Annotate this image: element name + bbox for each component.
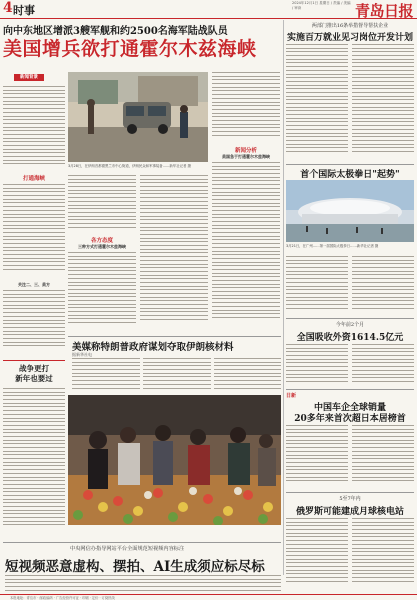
section-name: 时事 bbox=[13, 4, 35, 17]
trade-kicker: 今年前2个月 bbox=[335, 322, 365, 328]
right-kicker: 新闻分析 bbox=[234, 148, 257, 154]
exhibit-headline: 首个国际太极拳日"起势" bbox=[300, 170, 400, 180]
lead-text-col1b bbox=[3, 184, 65, 280]
issue-date: 2024年12月1日 星期日 / 责编 / 美编 / 审读 bbox=[292, 1, 351, 10]
lead-text-col4 bbox=[212, 72, 280, 144]
war-title-line1: 战争更打 bbox=[19, 364, 49, 373]
right-top-text2 bbox=[352, 44, 414, 162]
mid-article-text2 bbox=[143, 358, 211, 392]
war-title bbox=[3, 364, 65, 384]
column-divider bbox=[283, 20, 284, 575]
mid-article-byline: 据新华社电 bbox=[72, 352, 92, 357]
war-rule bbox=[3, 360, 65, 361]
page-header bbox=[0, 0, 417, 19]
page-footer: 本报地址：青岛市 · 邮政编码 · 广告经营许可证 · 印刷 · 定价 · 订阅热线 bbox=[0, 594, 417, 600]
exhibit-text1 bbox=[286, 256, 348, 316]
lead-text-col1 bbox=[3, 86, 65, 172]
page-number: 4 bbox=[3, 0, 13, 16]
car-headline-2: 20多年来首次超日本居榜首 bbox=[294, 414, 406, 424]
car-headline-1: 中国车企全球销量 bbox=[313, 403, 386, 413]
mid-subhead: 各方态度 bbox=[90, 238, 113, 244]
mid-article-text3 bbox=[214, 358, 281, 392]
car-text2 bbox=[352, 425, 414, 489]
mid-article-text1 bbox=[72, 358, 140, 392]
russia-text2 bbox=[352, 518, 414, 590]
lead-kicker: 向中东地区增派3艘军舰和约2500名海军陆战队员 bbox=[3, 26, 228, 37]
lead-subhead: 打通海峡 bbox=[22, 176, 45, 182]
lead-headline: 美国增兵欲打通霍尔木兹海峡 bbox=[3, 38, 257, 60]
car-kicker: 日新 bbox=[286, 393, 297, 399]
exhibit-caption: 3月21日，在广州……第一届国际太极拳日……新华社记者 摄 bbox=[286, 244, 379, 248]
war-text bbox=[3, 388, 65, 538]
lead-text-col1c bbox=[3, 290, 65, 356]
war-title-line2: 新年也要过 bbox=[15, 374, 53, 383]
exhibit-photo bbox=[286, 180, 414, 242]
trade-text1 bbox=[286, 344, 348, 386]
russia-kicker: 5至7年内 bbox=[339, 496, 361, 502]
market-photo bbox=[68, 395, 281, 525]
exhibit-text2 bbox=[352, 256, 414, 316]
lead-text-col3 bbox=[140, 175, 208, 333]
lead-text-col2b bbox=[68, 252, 136, 332]
section-divider bbox=[68, 336, 281, 337]
russia-headline: 俄罗斯可能建成月球核电站 bbox=[295, 507, 404, 517]
lead-photo-caption: 3月28日，在伊朗首都德黑兰市中心街道，伊朗民众和军事装备……新华社记者 摄 bbox=[68, 164, 191, 168]
bottom-headline: 短视频恶意虚构、摆拍、AI生成须应标尽标 bbox=[5, 559, 265, 575]
right-top-text1 bbox=[286, 44, 348, 162]
lead-text-col2 bbox=[68, 175, 136, 233]
bottom-kicker: 中央网信办指导网站平台全面规范短视频内容标注 bbox=[70, 546, 185, 552]
trade-text2 bbox=[352, 344, 414, 386]
news-badge: 新闻背景 bbox=[14, 74, 44, 81]
lead-photo bbox=[68, 72, 208, 162]
right-subhead: 美国急于打通霍尔木兹海峡 bbox=[222, 154, 270, 159]
right-divider-3 bbox=[286, 389, 414, 390]
lead-text-col4b bbox=[212, 162, 280, 334]
trade-headline: 全国吸收外资1614.5亿元 bbox=[296, 333, 404, 343]
bottom-text bbox=[5, 575, 281, 593]
right-divider-4 bbox=[286, 492, 414, 493]
mid-article-headline: 美媒称特朗普政府谋划夺取伊朗核材料 bbox=[72, 342, 234, 353]
right-divider-2 bbox=[286, 318, 414, 319]
russia-text1 bbox=[286, 518, 348, 590]
masthead-logo: 青岛日报 bbox=[354, 2, 413, 20]
mid-subhead2: 三种方式打通霍尔木兹海峡 bbox=[78, 244, 126, 249]
right-divider-1 bbox=[286, 164, 414, 165]
right-top-kicker: 两部门推出16条举措督导帮扶企业 bbox=[311, 23, 389, 29]
lead-subhead2: 关注二、三、美方 bbox=[18, 282, 50, 287]
bottom-divider bbox=[3, 542, 281, 543]
car-text1 bbox=[286, 425, 348, 489]
right-top-headline: 实施百万就业见习岗位开发计划 bbox=[286, 33, 413, 43]
